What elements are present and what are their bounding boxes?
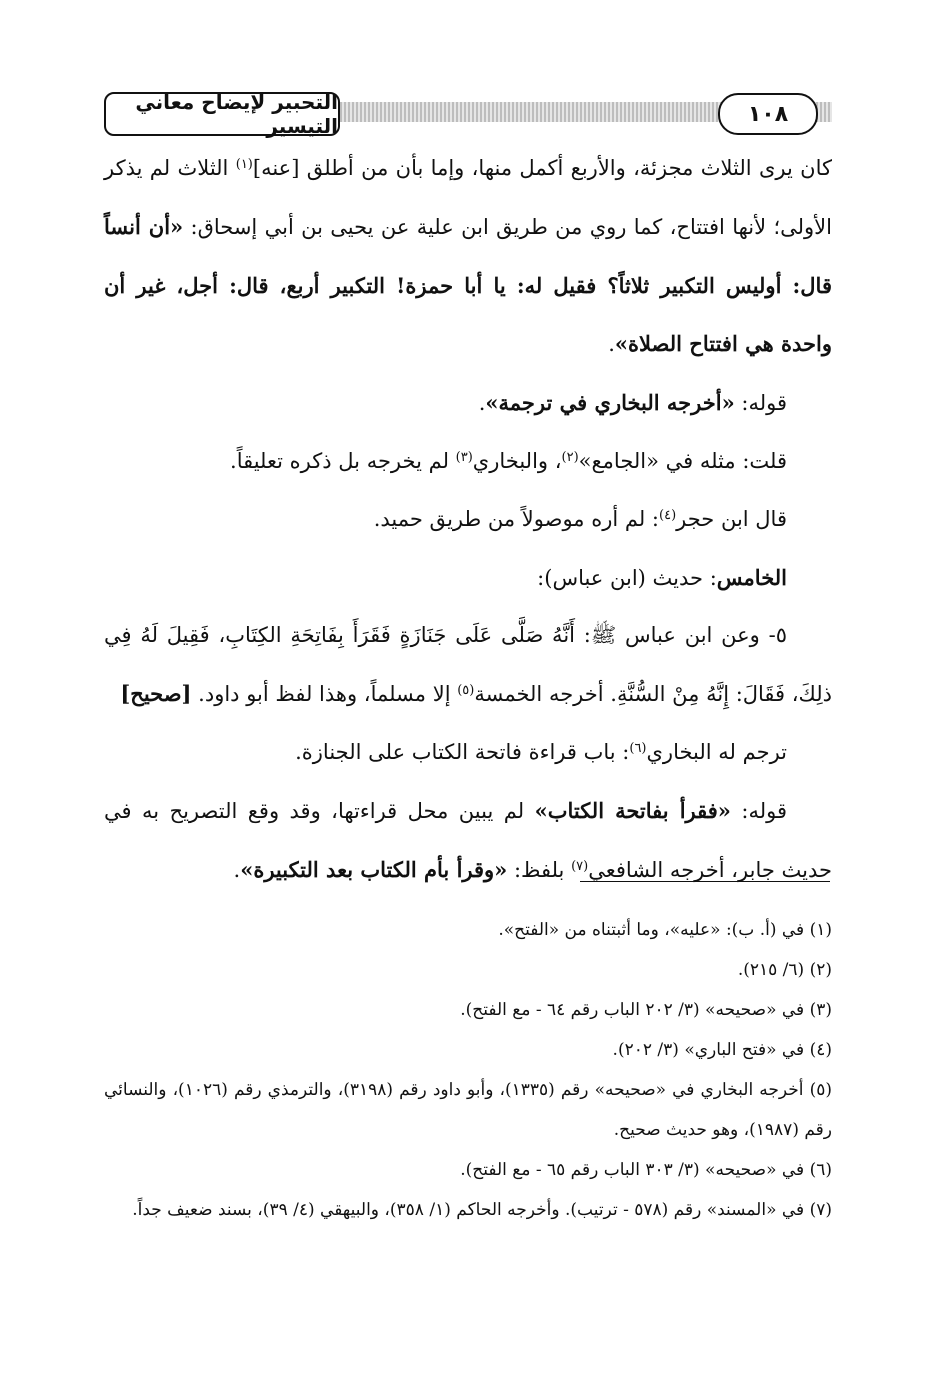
footnote-ref: (٢) bbox=[561, 449, 579, 465]
footnote-5: (٥) أخرجه البخاري في «صحيحه» رقم (١٣٣٥)، وأبو داود رقم (٣١٩٨)، والترمذي رقم (١٠٢٦)، والنسائي رقم (١٩٨٧)، وهو حديث صحيح. bbox=[104, 1080, 833, 1140]
footnote-ref: (١) bbox=[235, 156, 253, 172]
paragraph-3 bbox=[104, 433, 832, 491]
text-run: : حديث (ابن عباس): bbox=[537, 565, 717, 590]
text-run: بلفظ: bbox=[507, 857, 572, 882]
bold-quote: «وقرأ بأم الكتاب بعد التكبيرة» bbox=[240, 856, 508, 882]
text-run: الثلاث لم يذكر الأولى؛ لأنها افتتاح، كما روي من طريق ابن علية عن يحيى بن أبي إسحاق: bbox=[104, 156, 832, 239]
text-run: قال ابن حجر bbox=[676, 506, 787, 531]
text-run: . bbox=[608, 332, 615, 357]
text-run: ٥- وعن ابن عباس ﷺ: bbox=[575, 623, 787, 648]
text-run: ، والبخاري bbox=[472, 448, 562, 473]
footnote-6: (٦) في «صحيحه» (٣/ ٣٠٣ الباب رقم ٦٥ - مع الفتح). bbox=[460, 1160, 832, 1180]
footnote-ref: (٤) bbox=[659, 507, 677, 523]
text-run: قوله: bbox=[730, 798, 787, 823]
running-title: التحبير لإيضاح معاني التيسير bbox=[104, 92, 340, 136]
footnote-3: (٣) في «صحيحه» (٣/ ٢٠٢ الباب رقم ٦٤ - مع الفتح). bbox=[460, 1000, 832, 1020]
page-number: ١٠٨ bbox=[718, 93, 818, 135]
footnote-4: (٤) في «فتح الباري» (٣/ ٢٠٢). bbox=[612, 1040, 832, 1060]
footnote-7: (٧) في «المسند» رقم (٥٧٨ - ترتيب). وأخرجه الحاكم (١/ ٣٥٨)، والبيهقي (٤/ ٣٩)، بسند ضعيف جداً. bbox=[132, 1200, 832, 1220]
footnote-ref: (٥) bbox=[457, 683, 475, 699]
footnote-2: (٢) (٦/ ٢١٥). bbox=[737, 960, 832, 980]
paragraph-2 bbox=[104, 374, 832, 433]
page-header bbox=[104, 92, 832, 138]
text-run: قوله: bbox=[734, 391, 787, 416]
text-run: لم يبين محل قراءتها، وقد وقع التصريح به في حديث جابر، أخرجه الشافعي bbox=[104, 798, 832, 882]
footnote-separator bbox=[580, 881, 830, 882]
text-run: كان يرى الثلاث مجزئة، والأربع أكمل منها، وإما بأن من أطلق [عنه] bbox=[252, 156, 832, 180]
bold-quote: «فقرأ بفاتحة الكتاب» bbox=[534, 797, 731, 823]
paragraph-4 bbox=[104, 491, 832, 549]
hadith-text: أَنَّهُ صَلَّى عَلَى جَنَازَةٍ فَقَرَأَ بِفَاتِحَةِ الكِتَابِ، فَقِيلَ لَهُ فِي ذلِكَ، فَقَالَ: إِنَّهُ مِنْ السُّنَّةِ bbox=[104, 623, 832, 707]
bold-quote: «أن أنساً قال: أوليس التكبير ثلاثاً؟ فقيل له: يا أبا حمزة! التكبير أربع، قال: أجل، غير أن واحدة هي افتتاح الصلاة» bbox=[104, 213, 832, 357]
text-run: ترجم له البخاري bbox=[646, 739, 787, 764]
text-run: : لم أره موصولاً من طريق حميد. bbox=[373, 506, 660, 531]
grading-label: [صحيح] bbox=[120, 681, 192, 707]
paragraph-5 bbox=[104, 549, 832, 608]
main-text bbox=[104, 140, 832, 899]
text-run: . أخرجه الخمسة bbox=[474, 682, 617, 707]
section-heading: الخامس bbox=[716, 564, 787, 590]
text-run: . bbox=[478, 391, 486, 416]
paragraph-6-hadith bbox=[104, 607, 832, 724]
footnote-ref: (٣) bbox=[455, 449, 473, 465]
text-run: قلت: مثله في «الجامع» bbox=[578, 448, 787, 473]
text-run: إلا مسلماً، وهذا لفظ أبو داود. bbox=[191, 682, 458, 707]
footnote-1: (١) في (أ. ب): «عليه»، وما أثبتناه من «الفتح». bbox=[498, 920, 832, 940]
footnote-ref: (٧) bbox=[571, 858, 589, 874]
footnote-ref: (٦) bbox=[629, 740, 647, 756]
text-run: . bbox=[233, 857, 241, 882]
text-run: لم يخرجه بل ذكره تعليقاً. bbox=[230, 448, 456, 473]
paragraph-7 bbox=[104, 724, 832, 782]
footnotes bbox=[104, 910, 832, 1230]
text-run: : باب قراءة فاتحة الكتاب على الجنازة. bbox=[295, 739, 630, 764]
paragraph-1 bbox=[104, 140, 832, 374]
bold-quote: «أخرجه البخاري في ترجمة» bbox=[485, 390, 735, 416]
